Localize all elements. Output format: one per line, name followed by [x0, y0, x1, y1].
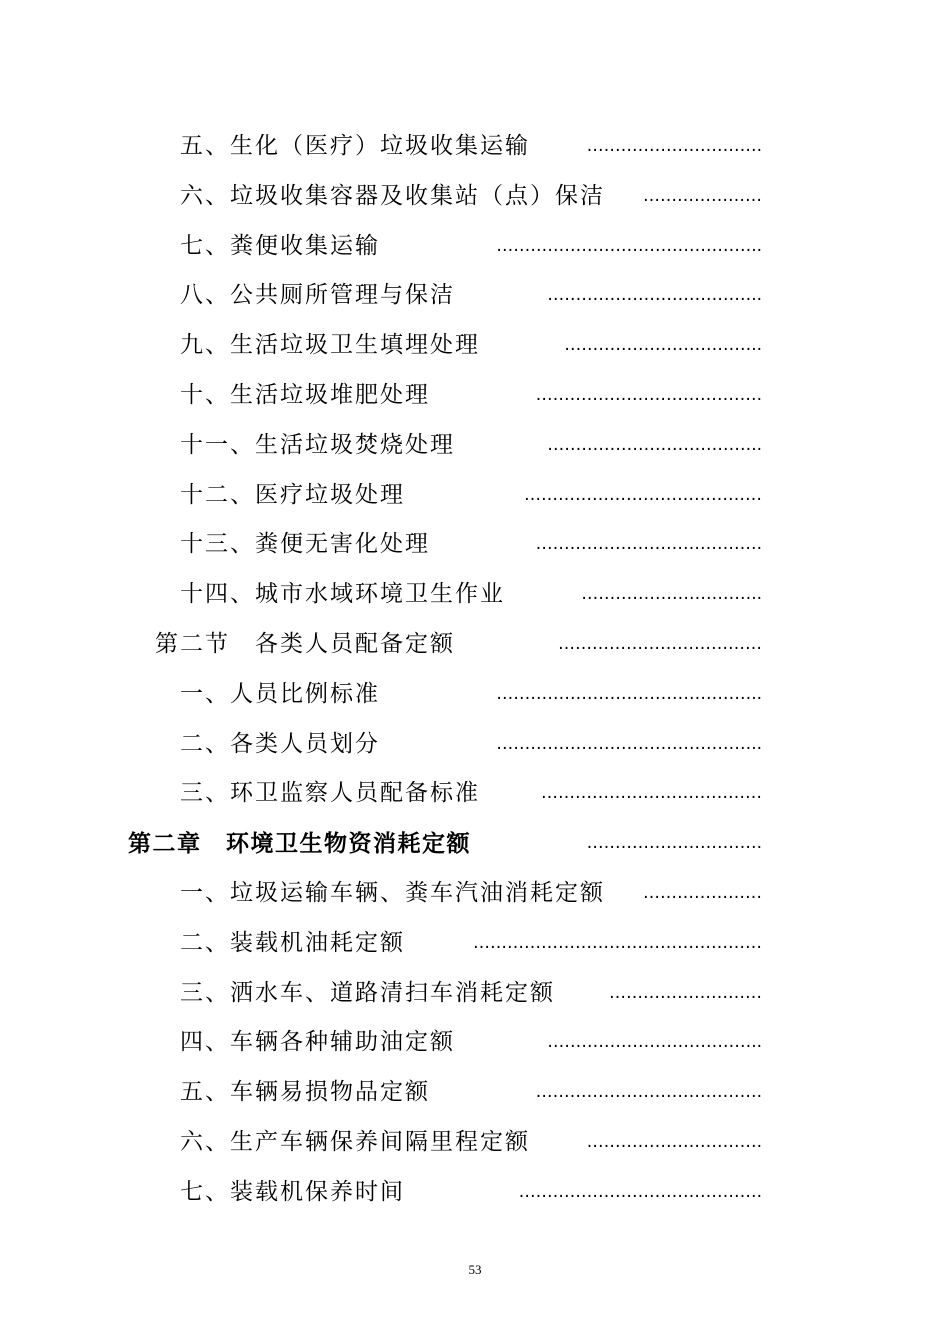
- toc-leader-dots: ………………………………..: [547, 1032, 762, 1053]
- toc-entry-title: 七、装载机保养时间: [180, 1178, 405, 1205]
- toc-entry[interactable]: [0, 720, 950, 770]
- toc-entry-title: 十一、生活垃圾焚烧处理: [180, 431, 455, 458]
- toc-entry[interactable]: [0, 919, 950, 969]
- toc-entry[interactable]: [0, 471, 950, 521]
- toc-section-title: 第二节 各类人员配备定额: [155, 630, 455, 657]
- toc-entry[interactable]: [0, 670, 950, 720]
- toc-entry-title: 十二、医疗垃圾处理: [180, 481, 405, 508]
- toc-entry[interactable]: [0, 1068, 950, 1118]
- toc-entry[interactable]: [0, 869, 950, 919]
- toc-entry-title: 十三、粪便无害化处理: [180, 531, 430, 558]
- toc-leader-dots: ……………………………………………: [473, 932, 762, 953]
- toc-entry-title: 三、环卫监察人员配备标准: [180, 780, 480, 807]
- toc-section-entry[interactable]: [0, 620, 950, 670]
- toc-leader-dots: ………………………………..: [547, 434, 762, 455]
- toc-leader-dots: ……………………………………: [524, 484, 762, 505]
- table-of-contents: [0, 122, 950, 1218]
- toc-chapter-entry[interactable]: [0, 819, 950, 869]
- toc-entry[interactable]: [0, 570, 950, 620]
- toc-leader-dots: …………………………………….: [518, 1181, 762, 1202]
- toc-leader-dots: ………………………………………..: [496, 733, 762, 754]
- toc-entry[interactable]: [0, 969, 950, 1019]
- toc-entry-title: 一、垃圾运输车辆、粪车汽油消耗定额: [180, 879, 605, 906]
- toc-leader-dots: ………………………………….: [535, 534, 762, 555]
- toc-entry-title: 六、生产车辆保养间隔里程定额: [180, 1128, 530, 1155]
- toc-leader-dots: …………………………..: [581, 584, 762, 605]
- toc-entry[interactable]: [0, 520, 950, 570]
- toc-entry-title: 四、车辆各种辅助油定额: [180, 1029, 455, 1056]
- toc-entry[interactable]: [0, 222, 950, 272]
- toc-leader-dots: ………………………….: [586, 833, 762, 854]
- toc-entry-title: 九、生活垃圾卫生填埋处理: [180, 332, 480, 359]
- toc-entry-title: 八、公共厕所管理与保洁: [180, 282, 455, 309]
- toc-entry[interactable]: [0, 321, 950, 371]
- toc-leader-dots: ………………………………: [558, 633, 762, 654]
- toc-entry-title: 二、装载机油耗定额: [180, 929, 405, 956]
- toc-entry[interactable]: [0, 371, 950, 421]
- toc-entry-title: 五、生化（医疗）垃圾收集运输: [180, 133, 530, 159]
- toc-leader-dots: ………………………: [609, 982, 762, 1003]
- toc-entry[interactable]: [0, 271, 950, 321]
- toc-leader-dots: ………………………………….: [535, 384, 762, 405]
- toc-entry-title: 三、洒水车、道路清扫车消耗定额: [180, 979, 555, 1006]
- toc-leader-dots: …………………: [643, 882, 762, 903]
- toc-entry-title: 十、生活垃圾堆肥处理: [180, 381, 430, 408]
- toc-entry[interactable]: [0, 1168, 950, 1218]
- toc-entry-title: 一、人员比例标准: [180, 680, 380, 707]
- page-number: 53: [468, 1262, 482, 1277]
- toc-leader-dots: …………………: [643, 185, 762, 206]
- toc-entry[interactable]: [0, 122, 950, 172]
- toc-leader-dots: ………………………………….: [535, 1082, 762, 1103]
- toc-entry[interactable]: [0, 1018, 950, 1068]
- toc-leader-dots: ………………………….: [586, 1131, 762, 1152]
- toc-leader-dots: ………………………………………..: [496, 683, 762, 704]
- toc-entry[interactable]: [0, 769, 950, 819]
- toc-entry-title: 六、垃圾收集容器及收集站（点）保洁: [180, 182, 605, 209]
- toc-chapter-title: 第二章 环境卫生物资消耗定额: [128, 830, 471, 858]
- toc-entry[interactable]: [0, 172, 950, 222]
- toc-entry[interactable]: [0, 421, 950, 471]
- toc-entry-title: 二、各类人员划分: [180, 730, 380, 757]
- toc-leader-dots: ……………………………..: [564, 335, 762, 356]
- toc-entry-title: 七、粪便收集运输: [180, 232, 380, 259]
- toc-entry-title: 五、车辆易损物品定额: [180, 1079, 430, 1106]
- toc-leader-dots: …………………………………: [541, 783, 762, 804]
- toc-entry[interactable]: [0, 1118, 950, 1168]
- toc-leader-dots: ………………………………..: [547, 285, 762, 306]
- toc-leader-dots: ………………………….: [586, 136, 762, 156]
- toc-entry-title: 十四、城市水域环境卫生作业: [180, 581, 505, 608]
- toc-leader-dots: ………………………………………..: [496, 235, 762, 256]
